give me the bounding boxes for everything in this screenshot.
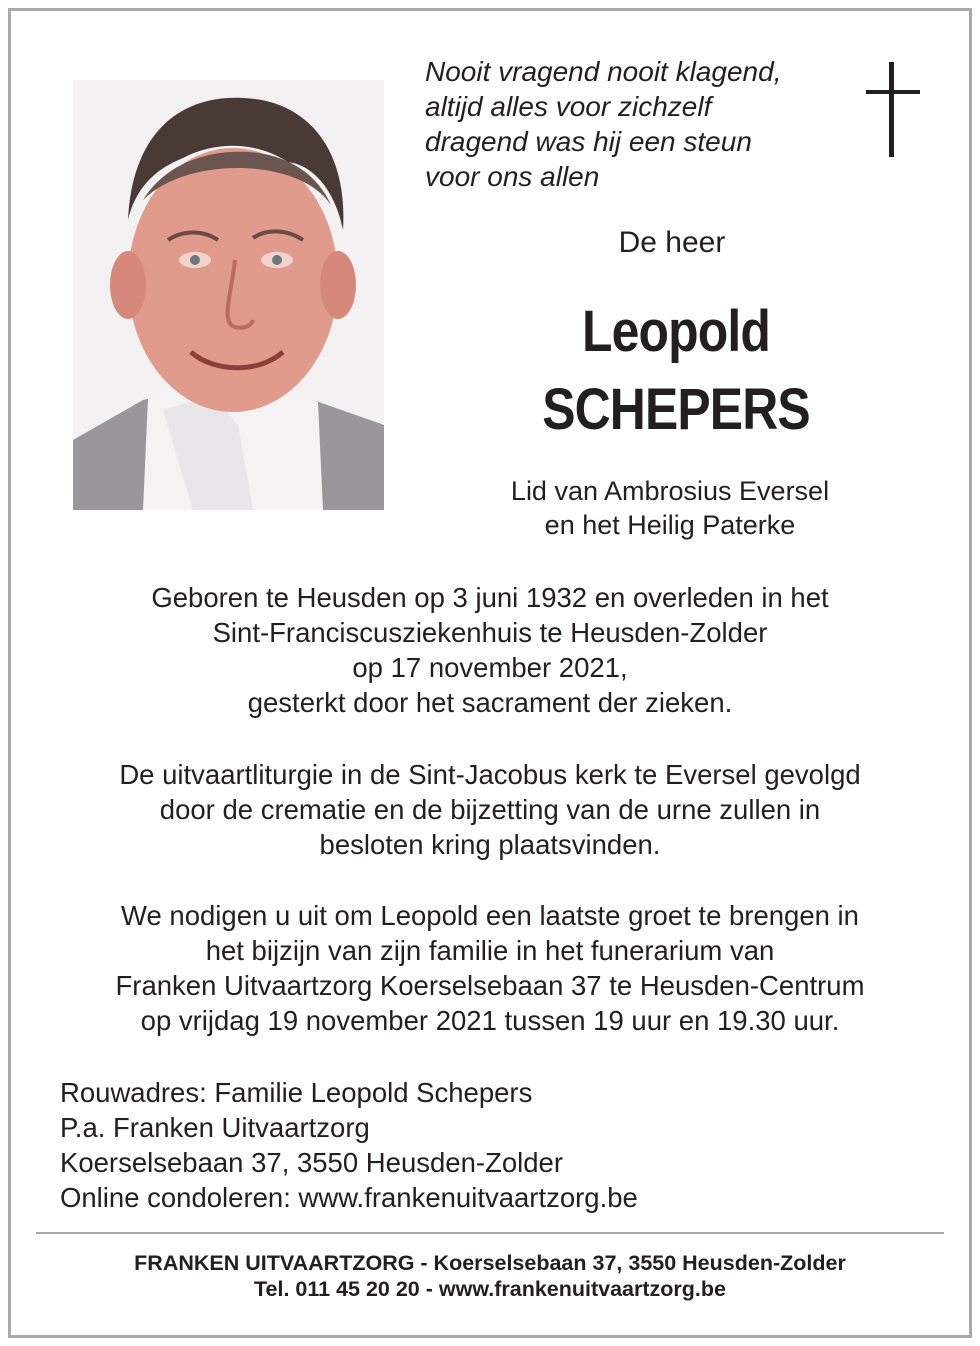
mourning-address	[60, 1075, 638, 1215]
poem-line: altijd alles voor zichzelf	[425, 91, 712, 122]
paragraph-line: het bijzijn van zijn familie in het funerarium van	[205, 935, 775, 966]
address-line: Rouwadres: Familie Leopold Schepers	[60, 1077, 533, 1108]
footer-line: FRANKEN UITVAARTZORG - Koerselsebaan 37, 3550 Heusden-Zolder	[134, 1251, 846, 1275]
footer-contact-line[interactable]: Tel. 011 45 20 20 - www.frankenuitvaartzorg.be	[254, 1277, 726, 1301]
footer-divider	[36, 1232, 944, 1234]
paragraph-line: besloten kring plaatsvinden.	[319, 829, 661, 860]
first-name: Leopold	[582, 299, 770, 364]
paragraph-line: De uitvaartliturgie in de Sint-Jacobus kerk te Eversel gevolgd	[119, 759, 861, 790]
membership-text	[460, 474, 880, 542]
poem-line: voor ons allen	[425, 161, 600, 192]
paragraph-line: We nodigen u uit om Leopold een laatste groet te brengen in	[121, 900, 859, 931]
paragraph-line: gesterkt door het sacrament der zieken.	[247, 687, 733, 718]
paragraph-line: Sint-Franciscusziekenhuis te Heusden-Zolder	[212, 617, 768, 648]
portrait-photo	[73, 80, 384, 510]
membership-line: en het Heilig Paterke	[544, 510, 796, 540]
funeral-home-footer	[40, 1250, 940, 1302]
cross-icon	[864, 62, 922, 163]
address-line: Koerselsebaan 37, 3550 Heusden-Zolder	[60, 1147, 563, 1178]
membership-line: Lid van Ambrosius Eversel	[510, 476, 830, 506]
paragraph-line: Franken Uitvaartzorg Koerselsebaan 37 te Heusden-Centrum	[115, 970, 865, 1001]
paragraph-line: door de crematie en de bijzetting van de urne zullen in	[159, 794, 821, 825]
liturgy-paragraph	[40, 757, 940, 862]
memorial-poem	[425, 54, 781, 194]
paragraph-line: Geboren te Heusden op 3 juni 1932 en overleden in het	[151, 582, 829, 613]
honorific: De heer	[618, 226, 726, 259]
last-name: SCHEPERS	[542, 377, 810, 442]
birth-death-paragraph	[40, 580, 940, 720]
address-line: P.a. Franken Uitvaartzorg	[60, 1112, 370, 1143]
poem-line: dragend was hij een steun	[425, 126, 752, 157]
paragraph-line: op vrijdag 19 november 2021 tussen 19 uur en 19.30 uur.	[140, 1005, 840, 1036]
invitation-paragraph	[40, 898, 940, 1038]
poem-line: Nooit vragend nooit klagend,	[425, 56, 782, 87]
paragraph-line: op 17 november 2021,	[352, 652, 628, 683]
condolence-link[interactable]: Online condoleren: www.frankenuitvaartzorg.be	[60, 1182, 638, 1213]
